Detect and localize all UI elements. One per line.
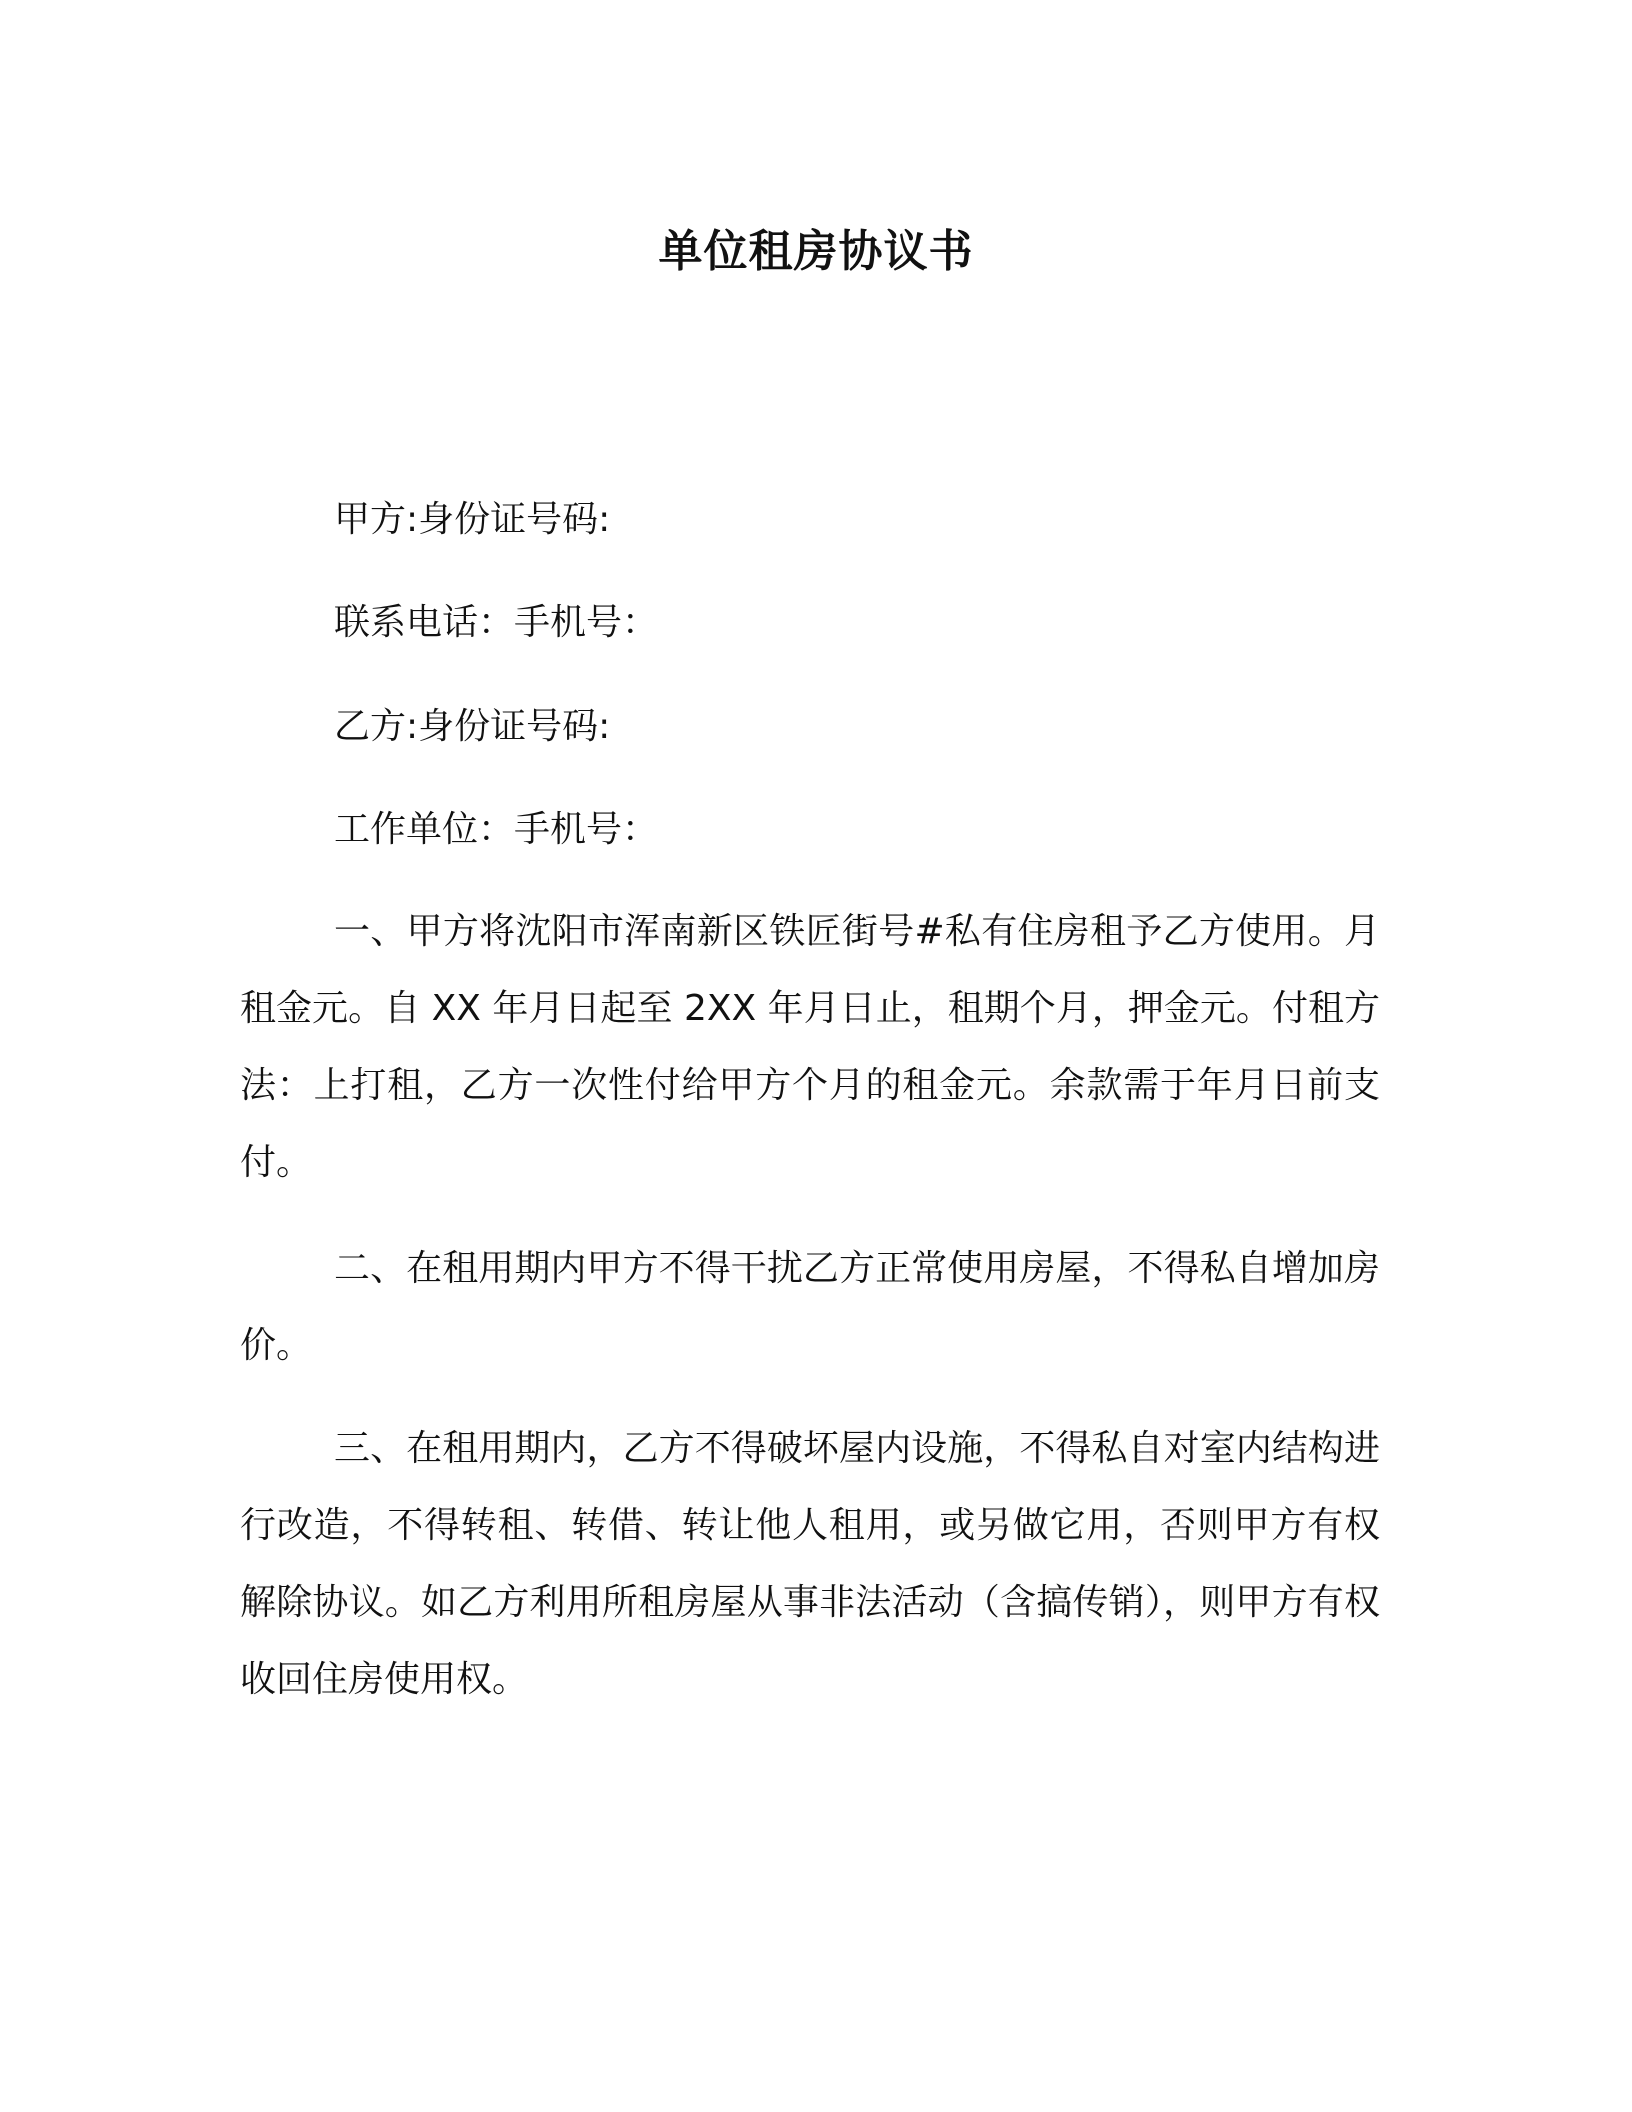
- clause-2: 二、在租用期内甲方不得干扰乙方正常使用房屋，不得私自增加房价。: [240, 1248, 1380, 1366]
- party-a-phone-field: 联系电话：手机号：: [334, 602, 659, 643]
- party-b-work-unit-field: 工作单位：手机号：: [334, 809, 659, 850]
- document-title: 单位租房协议书: [658, 226, 974, 277]
- party-b-id-field: 乙方:身份证号码:: [334, 706, 611, 747]
- clause-3: 三、在租用期内，乙方不得破坏屋内设施，不得私自对室内结构进行改造，不得转租、转借、转让他人租用，或另做它用，否则甲方有权解除协议。如乙方利用所租房屋从事非法活动（含搞传销），则甲方有权收回住房使用权。: [240, 1428, 1380, 1700]
- party-a-id-field: 甲方:身份证号码:: [334, 499, 611, 540]
- clause-1: 一、甲方将沈阳市浑南新区铁匠街号#私有住房租予乙方使用。月租金元。自 XX 年月日起至 2XX 年月日止，租期个月，押金元。付租方法：上打租，乙方一次性付给甲方个月的租金元。余款需于年月日前支付。: [240, 911, 1380, 1183]
